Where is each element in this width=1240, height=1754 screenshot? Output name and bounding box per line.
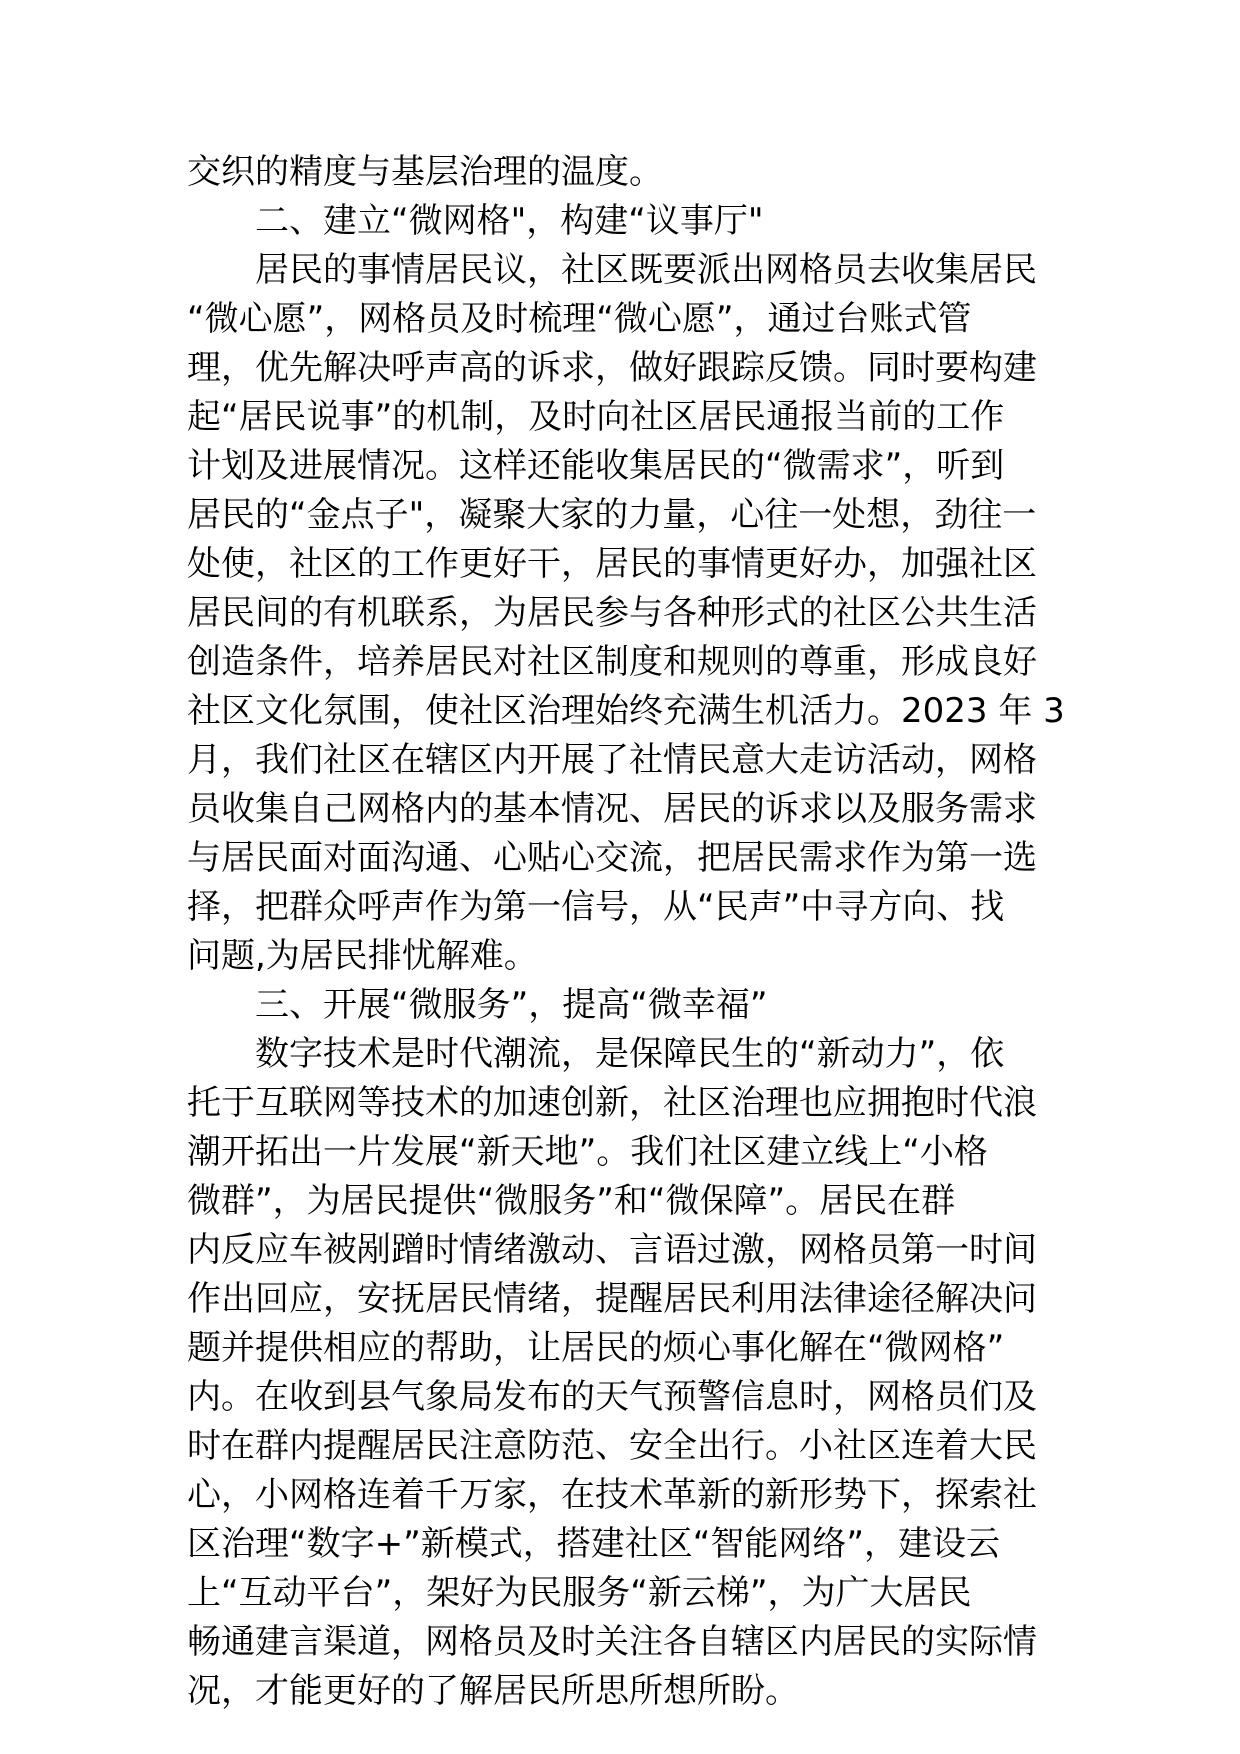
body-text-line: 计划及进展情况。这样还能收集居民的“微需求”，听到	[187, 446, 1005, 486]
body-text-line: 畅通建言渠道，网格员及时关注各自辖区内居民的实际情	[187, 1622, 1037, 1662]
body-text-line: 潮开拓出一片发展“新天地”。我们社区建立线上“小格	[187, 1132, 988, 1172]
body-text-line: 起“居民说事”的机制，及时向社区居民通报当前的工作	[187, 397, 1005, 437]
paragraph-first-line: 居民的事情居民议，社区既要派出网格员去收集居民	[255, 250, 1037, 290]
body-text-line: 区治理“数字+”新模式，搭建社区“智能网络”，建设云	[187, 1524, 1000, 1564]
body-text-line: 微群”，为居民提供“微服务”和“微保障”。居民在群	[187, 1181, 956, 1221]
body-text-line: 与居民面对面沟通、心贴心交流，把居民需求作为第一选	[187, 838, 1037, 878]
body-text-line: 居民的“金点子"，凝聚大家的力量，心往一处想，劲往一	[187, 495, 1037, 535]
body-text-line: 上“互动平台”，架好为民服务“新云梯”，为广大居民	[187, 1573, 972, 1613]
body-text-line: 托于互联网等技术的加速创新，社区治理也应拥抱时代浪	[187, 1083, 1037, 1123]
body-text-line: 处使，社区的工作更好干，居民的事情更好办，加强社区	[187, 544, 1037, 584]
body-text-line: 况，才能更好的了解居民所思所想所盼。	[187, 1671, 799, 1711]
body-text-line: 心，小网格连着千万家，在技术革新的新形势下，探索社	[187, 1475, 1037, 1515]
document-body	[187, 148, 1065, 1716]
body-text-line: 创造条件，培养居民对社区制度和规则的尊重，形成良好	[187, 642, 1037, 682]
body-text-line: 理，优先解决呼声高的诉求，做好跟踪反馈。同时要构建	[187, 348, 1037, 388]
body-text-line: 内反应车被剐蹭时情绪激动、言语过激，网格员第一时间	[187, 1230, 1037, 1270]
body-text-line: 题并提供相应的帮助，让居民的烦心事化解在“微网格”	[187, 1328, 1005, 1368]
body-text-line: 社区文化氛围，使社区治理始终充满生机活力。2023 年 3	[187, 691, 1065, 731]
section-heading-3: 三、开展“微服务”，提高“微幸福”	[255, 985, 768, 1025]
body-text-line: 择，把群众呼声作为第一信号，从“民声”中寻方向、找	[187, 887, 1005, 927]
body-text-line: “微心愿”，网格员及时梳理“微心愿”，通过台账式管	[187, 299, 972, 339]
body-text-line: 交织的精度与基层治理的温度。	[187, 152, 663, 192]
body-text-line: 员收集自己网格内的基本情况、居民的诉求以及服务需求	[187, 789, 1037, 829]
paragraph-first-line: 数字技术是时代潮流，是保障民生的“新动力”，依	[255, 1034, 1005, 1074]
section-heading-2: 二、建立“微网格"，构建“议事厅"	[255, 201, 764, 241]
body-text-line: 作出回应，安抚居民情绪，提醒居民利用法律途径解决问	[187, 1279, 1037, 1319]
body-text-line: 月，我们社区在辖区内开展了社情民意大走访活动，网格	[187, 740, 1037, 780]
body-text-line: 问题,为居民排忧解难。	[187, 936, 538, 976]
body-text-line: 时在群内提醒居民注意防范、安全出行。小社区连着大民	[187, 1426, 1037, 1466]
body-text-line: 居民间的有机联系，为居民参与各种形式的社区公共生活	[187, 593, 1037, 633]
body-text-line: 内。在收到县气象局发布的天气预警信息时，网格员们及	[187, 1377, 1037, 1417]
